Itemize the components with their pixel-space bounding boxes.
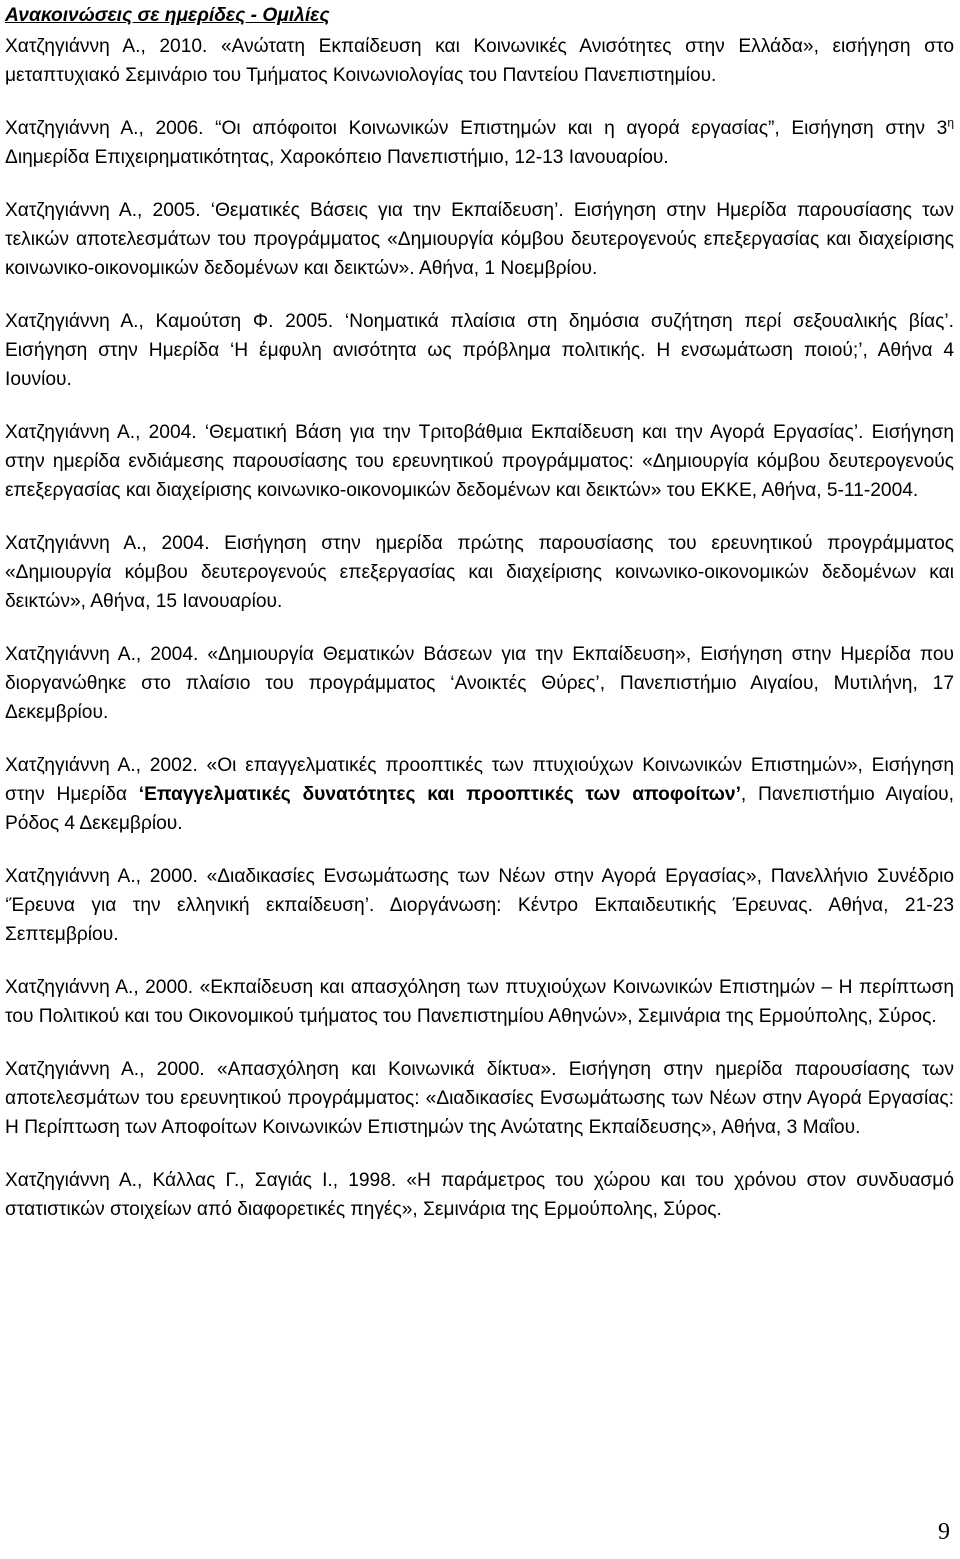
entry-2002-text: Χατζηγιάννη Α., 2002. «Οι επαγγελματικές προοπτικές των πτυχιούχων Κοινωνικών Επιστημών», Εισήγηση στην Ημερίδα: [5, 755, 954, 805]
entry-2010: Χατζηγιάννη Α., 2010. «Ανώτατη Εκπαίδευση και Κοινωνικές Ανισότητες στην Ελλάδα», εισήγηση στο μεταπτυχιακό Σεμινάριο του Τμήματος Κοινωνιολογίας του Παντείου Πανεπιστημίου.: [5, 36, 954, 86]
entry-2000-education-employment: Χατζηγιάννη Α., 2000. «Εκπαίδευση και απασχόληση των πτυχιούχων Κοινωνικών Επιστημών – Η περίπτωση του Πολιτικού και του Οικονομικού τμήματος του Πανεπιστημίου Αθηνών», Σεμινάρια της Ερμούπολης, Σύρος.: [5, 977, 954, 1027]
ordinal-superscript: η: [947, 115, 954, 130]
entry-2002-bold-title: ‘Επαγγελματικές δυνατότητες και προοπτικές των αποφοίτων’: [138, 784, 741, 805]
entry-2005-sexual-violence: Χατζηγιάννη Α., Καμούτση Φ. 2005. ‘Νοηματικά πλαίσια στη δημόσια συζήτηση περί σεξουαλικής βίας’. Εισήγηση στην Ημερίδα ‘Η έμφυλη ανισότητα ως πρόβλημα πολιτικής. Η ενσωμάτωση ποιού;’, Αθήνα 4 Ιουνίου.: [5, 311, 954, 390]
entry-2004-aegean: Χατζηγιάννη Α., 2004. «Δημιουργία Θεματικών Βάσεων για την Εκπαίδευση», Εισήγηση στην Ημερίδα που διοργανώθηκε στο πλαίσιο του προγράμματος ‘Ανοικτές Θύρες’, Πανεπιστήμιο Αιγαίου, Μυτιλήνη, 17 Δεκεμβρίου.: [5, 644, 954, 723]
entry-2006-text-end: Διημερίδα Επιχειρηματικότητας, Χαροκόπειο Πανεπιστήμιο, 12-13 Ιανουαρίου.: [5, 147, 669, 168]
section-heading: Ανακοινώσεις σε ημερίδες - Ομιλίες: [5, 5, 330, 26]
entry-2000-social-networks: Χατζηγιάννη Α., 2000. «Απασχόληση και Κοινωνικά δίκτυα». Εισήγηση στην ημερίδα παρουσίασης των αποτελεσμάτων του ερευνητικού προγράμματος: «Διαδικασίες Ενσωμάτωσης των Νέων στην Αγορά Εργασίας: Η Περίπτωση των Αποφοίτων Κοινωνικών Επιστημών της Ανώτατης Εκπαίδευσης», Αθήνα, 3 Μαΐου.: [5, 1059, 954, 1138]
entry-1998: Χατζηγιάννη Α., Κάλλας Γ., Σαγιάς Ι., 1998. «Η παράμετρος του χώρου και του χρόνου στον συνδυασμό στατιστικών στοιχείων από διαφορετικές πηγές», Σεμινάρια της Ερμούπολης, Σύρος.: [5, 1170, 954, 1220]
page-number: 9: [938, 1519, 950, 1545]
entry-2000-integration: Χατζηγιάννη Α., 2000. «Διαδικασίες Ενσωμάτωσης των Νέων στην Αγορά Εργασίας», Πανελλήνιο Συνέδριο ‘Έρευνα για την ελληνική εκπαίδευση’. Διοργάνωση: Κέντρο Εκπαιδευτικής Έρευνας. Αθήνα, 21-23 Σεπτεμβρίου.: [5, 866, 954, 945]
entry-2006: [5, 114, 954, 172]
entry-2002-text-end: , Πανεπιστήμιο Αιγαίου, Ρόδος 4 Δεκεμβρίου.: [5, 784, 954, 834]
entry-2004-thematic-base: Χατζηγιάννη Α., 2004. ‘Θεματική Βάση για την Τριτοβάθμια Εκπαίδευση και την Αγορά Εργασίας’. Εισήγηση στην ημερίδα ενδιάμεσης παρουσίασης του ερευνητικού προγράμματος: «Δημιουργία κόμβου δευτερογενούς επεξεργασίας και διαχείρισης κοινωνικο-οικονομικών δεδομένων και δεικτών» του ΕΚΚΕ, Αθήνα, 5-11-2004.: [5, 422, 954, 501]
document-page: [5, 0, 954, 1248]
entry-2004-first-presentation: Χατζηγιάννη Α., 2004. Εισήγηση στην ημερίδα πρώτης παρουσίασης του ερευνητικού προγράμματος «Δημιουργία κόμβου δευτερογενούς επεξεργασίας και διαχείρισης κοινωνικο-οικονομικών δεδομένων και δεικτών», Αθήνα, 15 Ιανουαρίου.: [5, 533, 954, 612]
entry-2006-text: Χατζηγιάννη Α., 2006. “Οι απόφοιτοι Κοινωνικών Επιστημών και η αγορά εργασίας”, Εισήγηση στην 3: [5, 118, 948, 139]
entry-2005-thematic-bases: Χατζηγιάννη Α., 2005. ‘Θεματικές Βάσεις για την Εκπαίδευση’. Εισήγηση στην Ημερίδα παρουσίασης των τελικών αποτελεσμάτων του προγράμματος «Δημιουργία κόμβου δευτερογενούς επεξεργασίας και διαχείρισης κοινωνικο-οικονομικών δεδομένων και δεικτών». Αθήνα, 1 Νοεμβρίου.: [5, 200, 954, 279]
entry-2002: [5, 751, 954, 838]
